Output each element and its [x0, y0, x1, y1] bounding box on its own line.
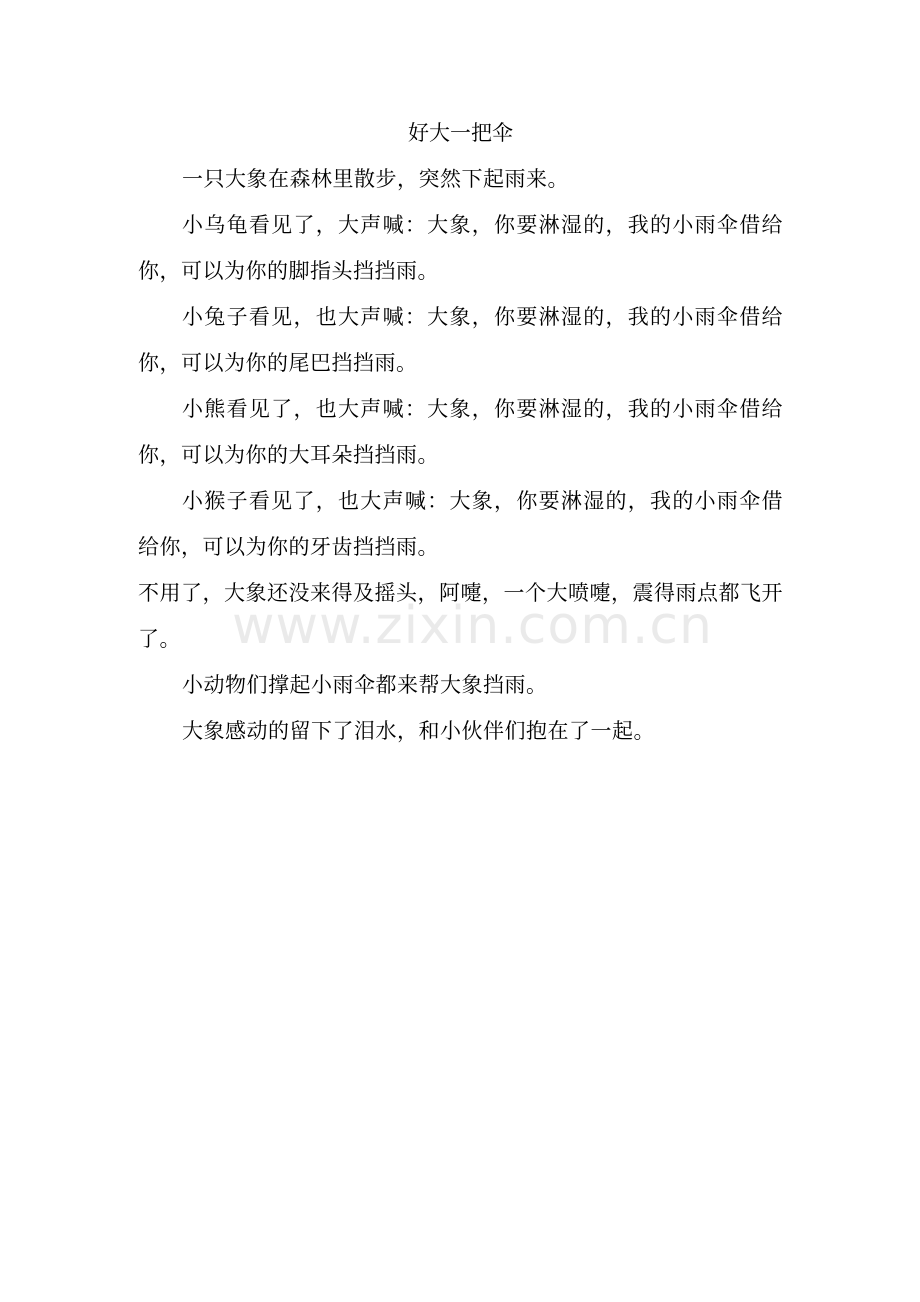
paragraph: 小动物们撑起小雨伞都来帮大象挡雨。 — [182, 673, 548, 697]
paragraph: 大象感动的留下了泪水，和小伙伴们抱在了一起。 — [182, 719, 655, 743]
paragraph: 一只大象在森林里散步，突然下起雨来。 — [182, 167, 569, 191]
paragraph: 小乌龟看见了，大声喊：大象，你要淋湿的，我的小雨伞借给你，可以为你的脚指头挡挡雨。 — [138, 213, 783, 283]
paragraph: 小兔子看见，也大声喊：大象，你要淋湿的，我的小雨伞借给你，可以为你的尾巴挡挡雨。 — [138, 305, 783, 375]
paragraph: 不用了，大象还没来得及摇头，阿嚏，一个大喷嚏，震得雨点都飞开了。 — [138, 581, 783, 651]
paragraph: 小熊看见了，也大声喊：大象，你要淋湿的，我的小雨伞借给你，可以为你的大耳朵挡挡雨。 — [138, 397, 783, 467]
paragraph: 小猴子看见了，也大声喊：大象，你要淋湿的，我的小雨伞借给你，可以为你的牙齿挡挡雨。 — [138, 489, 783, 559]
document-title: 好大一把伞 — [408, 121, 513, 145]
watermark: www.zixin.com.cn — [232, 596, 713, 656]
document-page — [138, 112, 783, 754]
